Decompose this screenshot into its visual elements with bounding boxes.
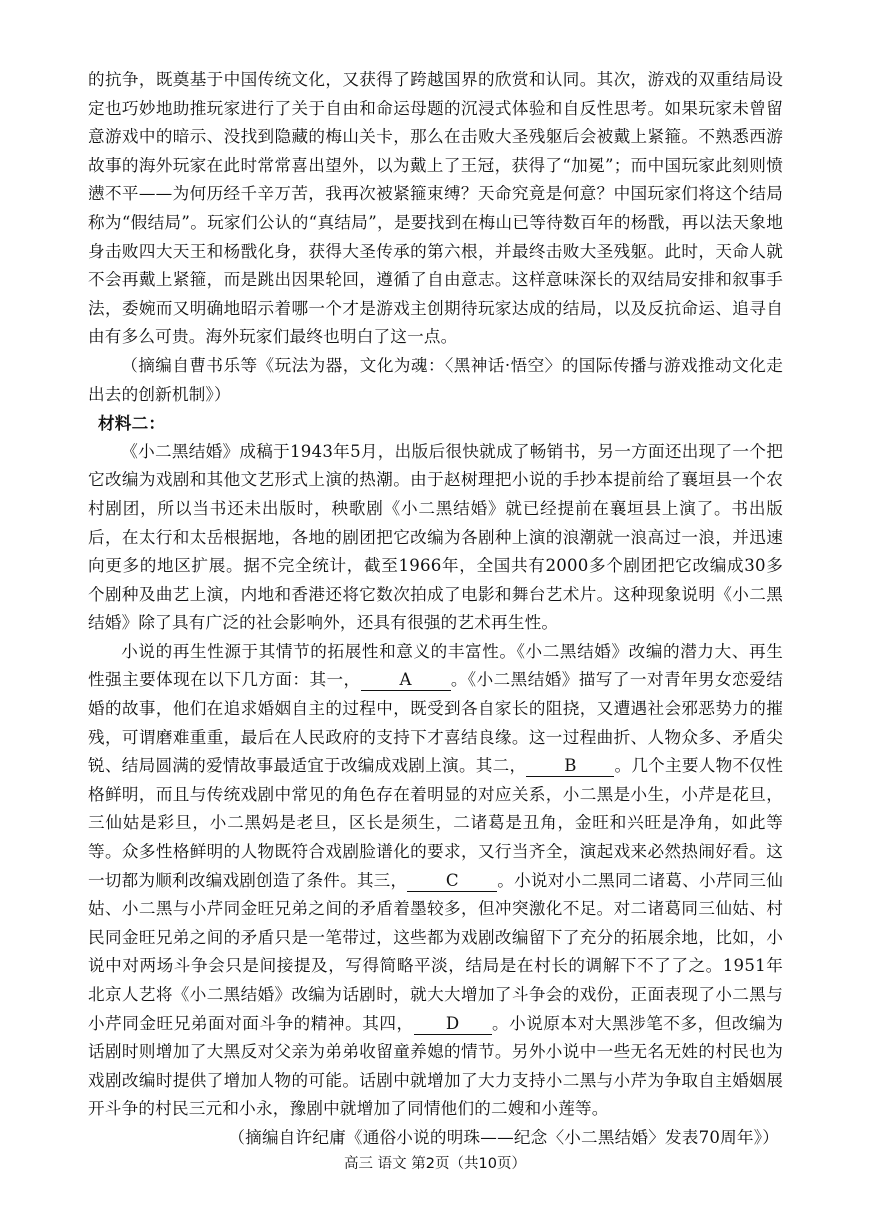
para2-segment-3: 。几个主要人物不仅性格鲜明，而且与传统戏剧中常见的角色存在着明显的对应关系，小二黑是小生，小芹是花旦，三仙姑是彩旦，小二黑妈是老旦，区长是须生，二诸葛是丑角，金旺和兴旺是净角，如此等等。众多性格鲜明的人物既符合戏剧脸谱化的要求，又行当齐全，演起戏来必然热闹好看。这一切都为顺利改编戏剧创造了条件。其三，: [88, 756, 784, 890]
material-2-heading: 材料二：: [98, 413, 166, 434]
passage-1-source: （摘编自曹书乐等《玩法为器，文化为魂：〈黑神话·悟空〉的国际传播与游戏推动文化走出去的创新机制》）: [88, 355, 783, 404]
exam-page-body: [88, 66, 783, 1153]
blank-a: A: [361, 670, 451, 691]
material-2-source: （摘编自许纪庸《通俗小说的明珠——纪念〈小二黑结婚〉发表70周年》）: [228, 1127, 779, 1147]
passage-1-text: 的抗争，既奠基于中国传统文化，又获得了跨越国界的欣赏和认同。其次，游戏的双重结局设定也巧妙地助推玩家进行了关于自由和命运母题的沉浸式体验和自反性思考。如果玩家未曾留意游戏中的暗示、没找到隐藏的梅山关卡，那么在击败大圣残躯后会被戴上紧箍。不熟悉西游故事的海外玩家在此时常常喜出望外，以为戴上了王冠，获得了“加冕”；而中国玩家此刻则愤懑不平——为何历经千辛万苦，我再次被紧箍束缚？天命究竟是何意？中国玩家们将这个结局称为“假结局”。玩家们公认的“真结局”，是要找到在梅山已等待数百年的杨戬，再以法天象地身击败四大天王和杨戬化身，获得大圣传承的第六根，并最终击败大圣残躯。此时，天命人就不会再戴上紧箍，而是跳出因果轮回，遵循了自由意志。这样意味深长的双结局安排和叙事手法，委婉而又明确地昭示着哪一个才是游戏主创期待玩家达成的结局，以及反抗命运、追寻自由有多么可贵。海外玩家们最终也明白了这一点。: [88, 70, 783, 347]
para2-segment-4: 。小说对小二黑同二诸葛、小芹同三仙姑、小二黑与小芹同金旺兄弟之间的矛盾着墨较多，但冲突激化不足。对二诸葛同三仙姑、村民同金旺兄弟之间的矛盾只是一笔带过，这些都为戏剧改编留下了充分的拓展余地，比如，小说中对两场斗争会只是间接提及，写得简略平淡，结局是在村长的调解下不了了之。1951年北京人艺将《小二黑结婚》改编为话剧时，就大大增加了斗争会的戏份，正面表现了小二黑与小芹同金旺兄弟面对面斗争的精神。其四，: [88, 870, 783, 1033]
para2-segment-5: 。小说原本对大黑涉笔不多，但改编为话剧时则增加了大黑反对父亲为弟弟收留童养媳的情节。另外小说中一些无名无姓的村民也为戏剧改编时提供了增加人物的可能。话剧中就增加了大力支持小二黑与小芹为争取自主婚姻展开斗争的村民三元和小永，豫剧中就增加了同情他们的二嫂和小莲等。: [88, 1013, 783, 1119]
page-footer: 高三 语文 第2页（共10页）: [344, 1156, 526, 1172]
blank-d: D: [414, 1014, 492, 1035]
material-2-paragraph-1: 《小二黑结婚》成稿于1943年5月，出版后很快就成了畅销书，另一方面还出现了一个把它改编为戏剧和其他文艺形式上演的热潮。由于赵树理把小说的手抄本提前给了襄垣县一个农村剧团，所以当书还未出版时，秧歌剧《小二黑结婚》就已经提前在襄垣县上演了。书出版后，在太行和太岳根据地，各地的剧团把它改编为各剧种上演的浪潮就一浪高过一浪，并迅速向更多的地区扩展。据不完全统计，截至1966年，全国共有2000多个剧团把它改编成30多个剧种及曲艺上演，内地和香港还将它数次拍成了电影和舞台艺术片。这种现象说明《小二黑结婚》除了具有广泛的社会影响外，还具有很强的艺术再生性。: [88, 441, 783, 633]
blank-b: B: [526, 756, 614, 777]
blank-c: C: [407, 871, 497, 892]
para2-segment-1: 小说的再生性源于其情节的拓展性和意义的丰富性。《小二黑结婚》改编的潜力大、再生性强主要体现在以下几方面：其一，: [88, 641, 783, 690]
para2-segment-2: 。《小二黑结婚》描写了一对青年男女恋爱结婚的故事，他们在追求婚姻自主的过程中，既受到各自家长的阻挠，又遭遇社会邪恶势力的摧残，可谓磨难重重，最后在人民政府的支持下才喜结良缘。这一过程曲折、人物众多、矛盾尖锐、结局圆满的爱情故事最适宜于改编成戏剧上演。其二，: [88, 670, 783, 776]
material-2-paragraph-2: [88, 638, 783, 1124]
